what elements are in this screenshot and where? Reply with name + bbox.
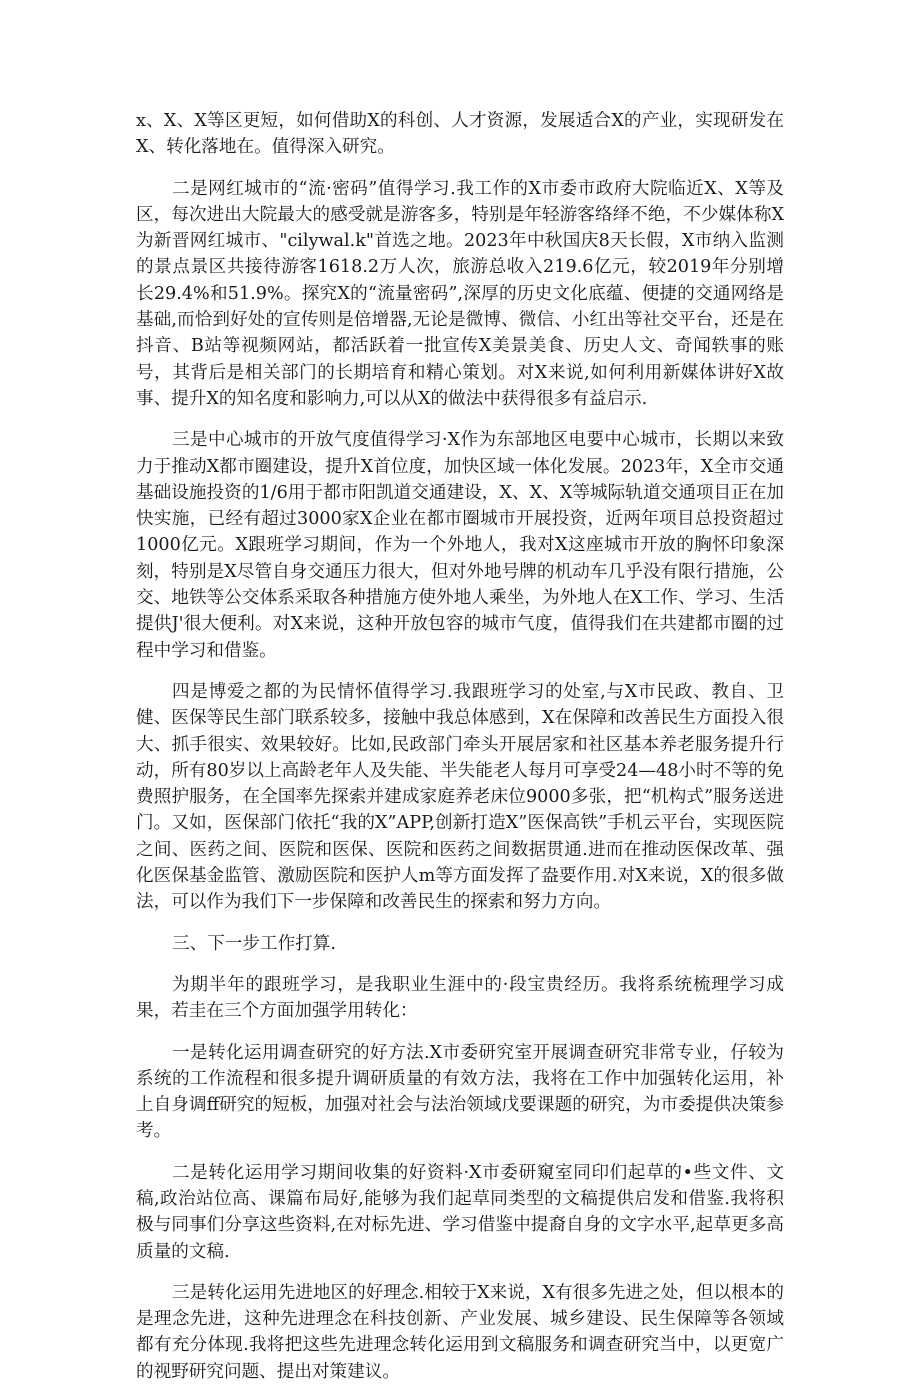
paragraph-people-livelihood: 四是博爱之都的为民情怀值得学习.我跟班学习的处室,与X市民政、教自、卫健、医保等民生部门联系较多，接触中我总体感到，X在保障和改善民生方面投入很大、抓手很实、效果较好。比如,民政部门牵头开展居家和社区基本养老服务提升行动，所有80岁以上高龄老年人及失能、半失能老人每月可享受24—48小时不等的免费照护服务，在全国率先探索并建成家庭养老床位9000多张，把“机构式”服务送进门。又如，医保部门依托“我的X”APP,创新打造X”医保高铁”手机云平台，实现医院之间、医药之间、医院和医保、医院和医药之间数据贯通.进而在推动医保改革、强化医保基金监管、激励医院和医护人m等方面发挥了盎要作用.对X来说，X的很多做法，可以作为我们下一步保障和改善民生的探索和努力方向。 [136,681,784,913]
paragraph-advanced-concepts: 三是转化运用先进地区的好理念.相较于X来说，X有很多先进之处，但以根本的是理念先进，这种先进理念在科技创新、产业发展、城乡建设、民生保障等各领域都有充分体现.我将把这些先进理念转化运用到文稿服务和调查研究当中，以更宽广的视野研究问题、提出对策建议。 [136,1282,784,1382]
paragraph-half-year-study: 为期半年的跟班学习，是我职业生涯中的·段宝贵经历。我将系统梳理学习成果，若圭在三个方面加强学用转化： [136,974,784,1022]
section-heading-next-steps: 三、下一步工作打算. [172,933,336,954]
paragraph-central-city-openness: 三是中心城市的开放气度值得学习·X作为东部地区电要中心城市，长期以来致力于推动X都市圈建设，提升X首位度，加快区域一体化发展。2023年，X全市交通基础设施投资的1/6用于都市阳凯道交通建设，X、X、X等城际轨道交通项目正在加快实施，已经有超过3000家X企业在都市圈城市开展投资，近两年项目总投资超过1000亿元。X跟班学习期间，作为一个外地人，我对X这座城市开放的胸怀印象深刻，特别是X尽管自身交通压力很大，但对外地号牌的机动车几乎没有限行措施，公交、地铁等公交体系采取各种措施方使外地人乘坐，为外地人在X工作、学习、生活提供J'很大便利。对X来说，这种开放包容的城市气度，值得我们在共建都市圈的过程中学习和借鉴。 [136,430,784,661]
paragraph-internet-celebrity-city: 二是网红城市的“流·密码”值得学习.我工作的X市委市政府大院临近X、X等及区，每次进出大院最大的感受就是游客多，特别是年轻游客络绎不绝，不少媒体称X为新晋网红城市、"cilywal.k"首选之地。2023年中秋国庆8天长假，X市纳入监测的景点景区共接待游客1618.2万人次，旅游总收入219.6亿元，较2019年分别增长29.4%和51.9%。探究X的“流量密码”,深厚的历史文化底蕴、便捷的交通网络是基础,而恰到好处的宣传则是倍增器,无论是微博、微信、小红出等社交平台，还是在抖音、B站等视频网站，都活跃着一批宣传X美景美食、历史人文、奇闻轶事的账号，其背后是相关部门的长期培育和精心策划。对X来说,如何利用新媒体讲好X故事、提升X的知名度和影响力,可以从X的做法中获得很多有益启示. [136,178,784,409]
paragraph-collected-materials: 二是转化运用学习期间收集的好资料·X市委研窺室同印们起草的•些文件、文稿,政治站位高、课篇布局好,能够为我们起草同类型的文稿提供启发和借鉴.我将积极与同事们分享这些资料,在对标先进、学习借鉴中提裔自身的文字水平,起草更多高质量的文稿. [136,1162,784,1262]
document-page [136,108,784,1385]
paragraph-intro-continuation: x、X、X等区更短，如何借助X的科创、人才资源，发展适合X的产业，实现研发在X、转化落地在。值得深入研究。 [136,111,784,158]
paragraph-research-methods: 一是转化运用调查研究的好方法.X市委研究室开展调查研究非常专业，仔较为系统的工作流程和很多提升调研质量的有效方法，我将在工作中加强转化运用，补上自身调ff研究的短板，加强对社会与法治领域戊要课题的研究，为市委提供决策参考。 [136,1042,784,1142]
